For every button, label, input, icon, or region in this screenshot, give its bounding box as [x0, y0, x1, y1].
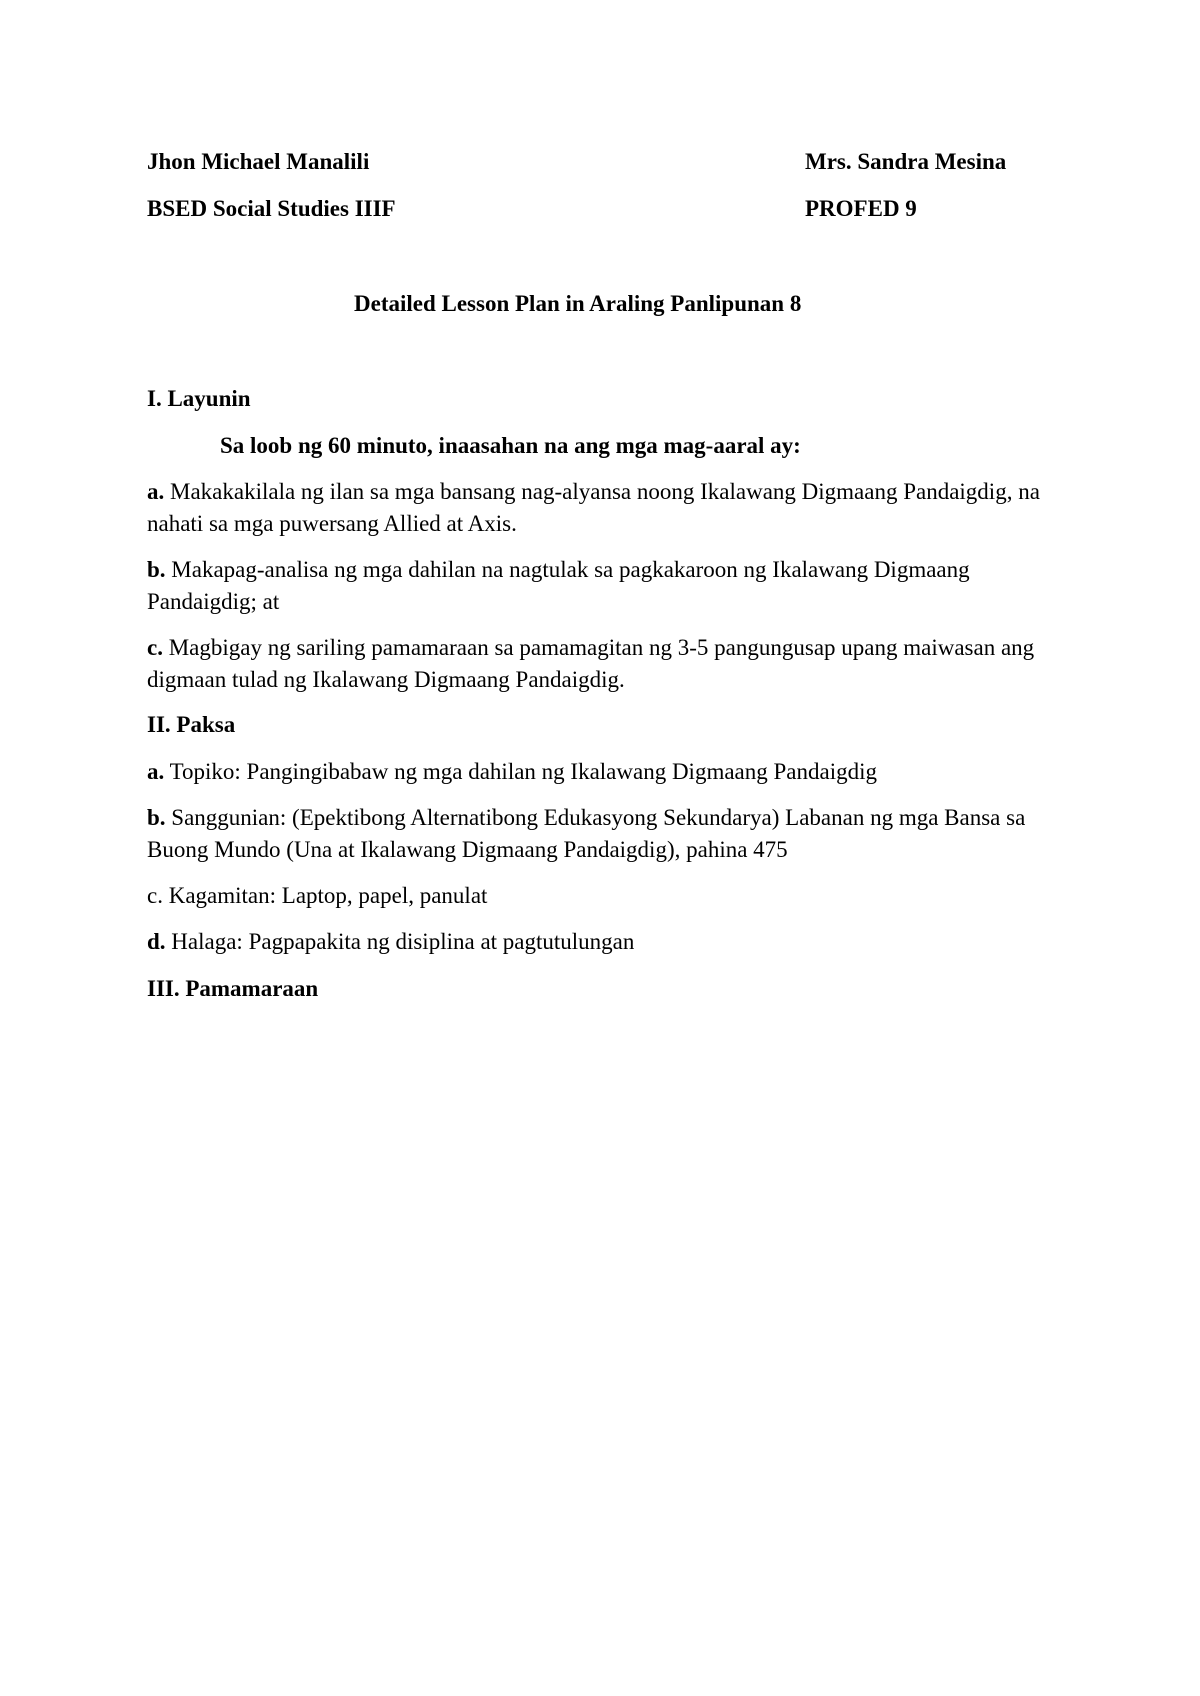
instructor-name: Mrs. Sandra Mesina	[805, 149, 1007, 174]
item-marker: c.	[147, 883, 163, 908]
document-title: Detailed Lesson Plan in Araling Panlipunan 8	[354, 291, 802, 316]
objectives-intro: Sa loob ng 60 minuto, inaasahan na ang mga mag-aaral ay:	[220, 433, 801, 458]
section-heading-pamamaraan: III. Pamamaraan	[147, 976, 319, 1001]
item-text: Magbigay ng sariling pamamaraan sa pamamagitan ng 3-5 pangungusap upang maiwasan ang digmaan tulad ng Ikalawang Digmaang Pandaigdig.	[147, 635, 1035, 692]
item-text: Kagamitan: Laptop, papel, panulat	[162, 883, 488, 908]
objective-item-a	[147, 476, 1067, 540]
item-text: Halaga: Pagpapakita ng disiplina at pagtutulungan	[165, 929, 635, 954]
item-marker: d.	[147, 929, 166, 954]
item-marker: c.	[147, 635, 163, 660]
section-heading-paksa: II. Paksa	[147, 712, 236, 737]
item-text: Sanggunian: (Epektibong Alternatibong Edukasyong Sekundarya) Labanan ng mga Bansa sa Buong Mundo (Una at Ikalawang Digmaang Pandaigdig), pahina 475	[147, 805, 1026, 862]
objective-item-c	[147, 632, 1067, 696]
item-marker: b.	[147, 805, 166, 830]
topic-item-d	[147, 926, 1067, 958]
objective-item-b	[147, 554, 1067, 618]
item-marker: b.	[147, 557, 166, 582]
item-marker: a.	[147, 759, 165, 784]
item-text: Makapag-analisa ng mga dahilan na nagtulak sa pagkakaroon ng Ikalawang Digmaang Pandaigdig; at	[147, 557, 970, 614]
item-marker: a.	[147, 479, 165, 504]
topic-item-a	[147, 756, 1067, 788]
section-heading-layunin: I. Layunin	[147, 386, 251, 411]
course-code: PROFED 9	[805, 196, 917, 221]
student-name: Jhon Michael Manalili	[147, 149, 370, 174]
item-text: Makakakilala ng ilan sa mga bansang nag-alyansa noong Ikalawang Digmaang Pandaigdig, na nahati sa mga puwersang Allied at Axis.	[147, 479, 1040, 536]
topic-item-c	[147, 880, 1067, 912]
item-text: Topiko: Pangingibabaw ng mga dahilan ng Ikalawang Digmaang Pandaigdig	[164, 759, 877, 784]
topic-item-b	[147, 802, 1067, 866]
program-name: BSED Social Studies IIIF	[147, 196, 396, 221]
